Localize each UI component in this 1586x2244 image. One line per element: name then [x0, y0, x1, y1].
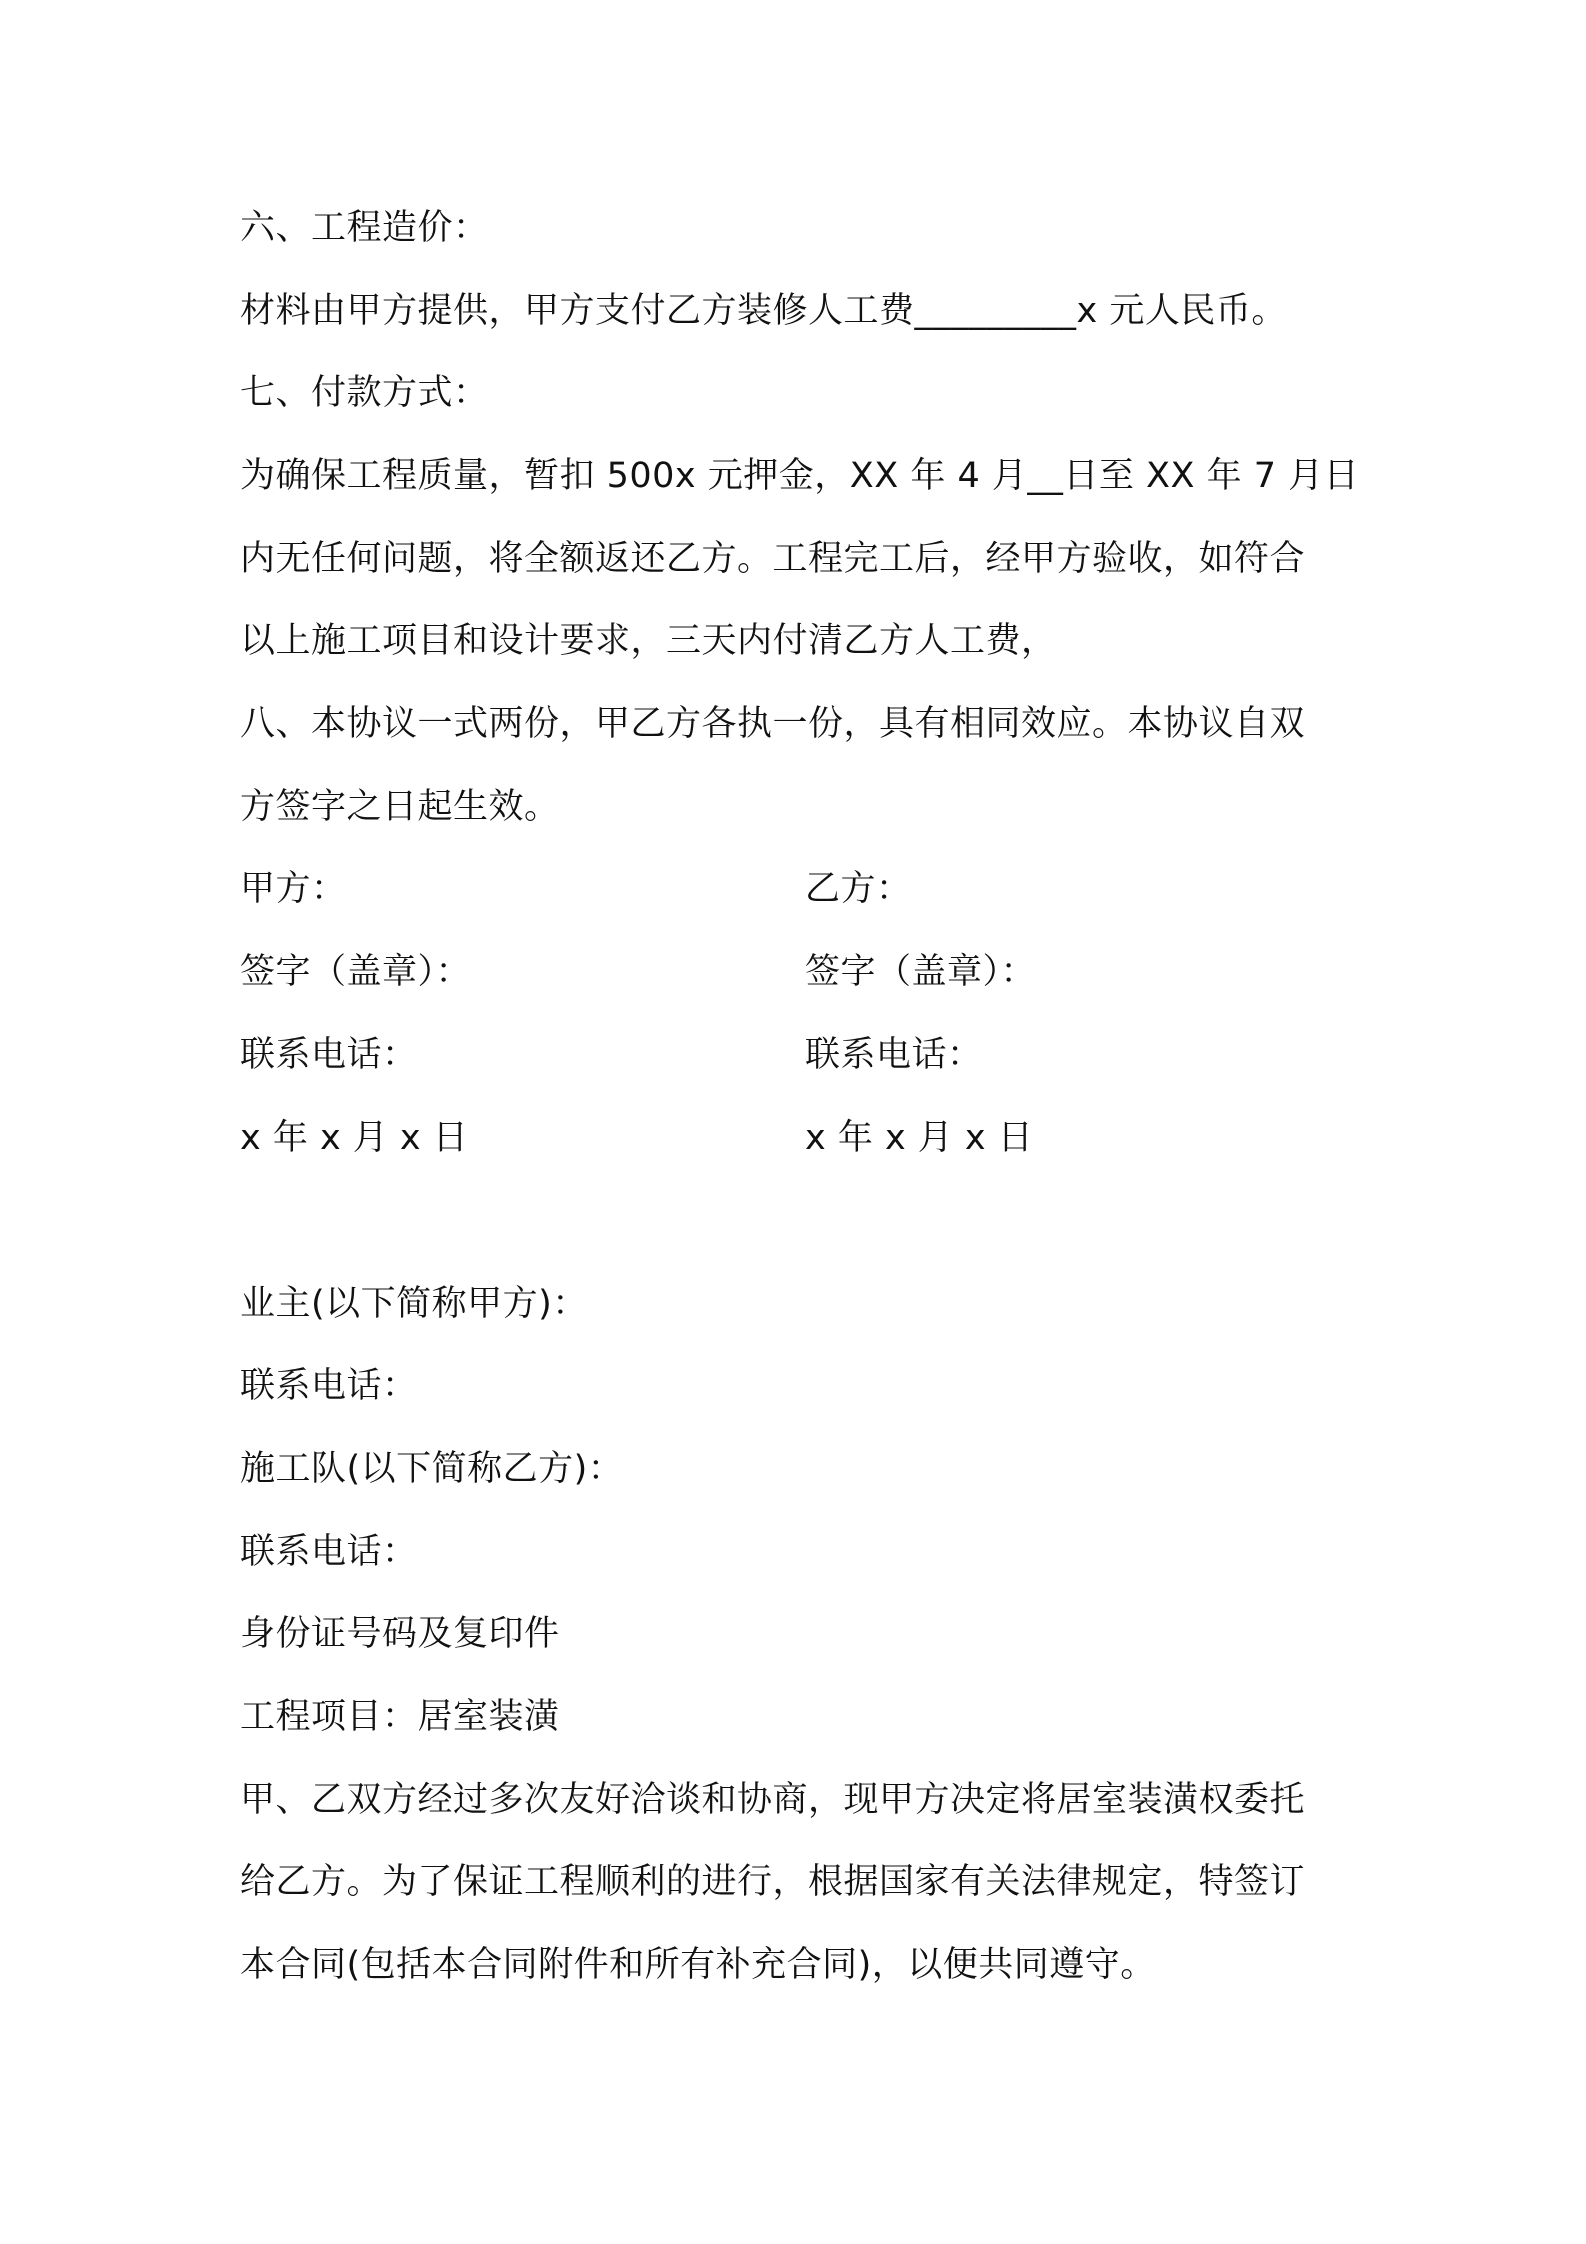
- owner-label: 业主(以下简称甲方)：: [240, 1284, 588, 1324]
- party-a-label: 甲方：: [240, 869, 347, 909]
- intro-line: 给乙方。为了保证工程顺利的进行，根据国家有关法律规定，特签订: [240, 1862, 1306, 1902]
- section-7-line: 为确保工程质量，暂扣 500x 元押金，XX 年 4 月__日至 XX 年 7 月日: [240, 456, 1360, 496]
- section-7-line: 以上施工项目和设计要求，三天内付清乙方人工费，: [240, 621, 1057, 661]
- party-b-phone: 联系电话：: [805, 1035, 983, 1075]
- party-b-label: 乙方：: [805, 869, 912, 909]
- section-7-line: 内无任何问题，将全额返还乙方。工程完工后，经甲方验收，如符合: [240, 539, 1306, 579]
- section-8-line: 八、本协议一式两份，甲乙方各执一份，具有相同效应。本协议自双: [240, 704, 1306, 744]
- party-a-signature: 签字（盖章）：: [240, 952, 472, 992]
- section-6-text: 材料由甲方提供，甲方支付乙方装修人工费_________x 元人民币。: [240, 291, 1287, 331]
- party-a-date: x 年 x 月 x 日: [240, 1118, 469, 1158]
- section-8-line: 方签字之日起生效。: [240, 787, 560, 827]
- id-card-line: 身份证号码及复印件: [240, 1614, 560, 1654]
- team-label: 施工队(以下简称乙方)：: [240, 1449, 624, 1489]
- party-b-signature: 签字（盖章）：: [805, 952, 1037, 992]
- party-a-phone: 联系电话：: [240, 1035, 418, 1075]
- section-6-heading: 六、工程造价：: [240, 208, 489, 248]
- section-7-heading: 七、付款方式：: [240, 373, 489, 413]
- party-b-date: x 年 x 月 x 日: [805, 1118, 1034, 1158]
- owner-phone: 联系电话：: [240, 1366, 418, 1406]
- intro-line: 甲、乙双方经过多次友好洽谈和协商，现甲方决定将居室装潢权委托: [240, 1780, 1306, 1820]
- project-line: 工程项目：居室装潢: [240, 1697, 560, 1737]
- intro-line: 本合同(包括本合同附件和所有补充合同)，以便共同遵守。: [240, 1945, 1156, 1985]
- team-phone: 联系电话：: [240, 1532, 418, 1572]
